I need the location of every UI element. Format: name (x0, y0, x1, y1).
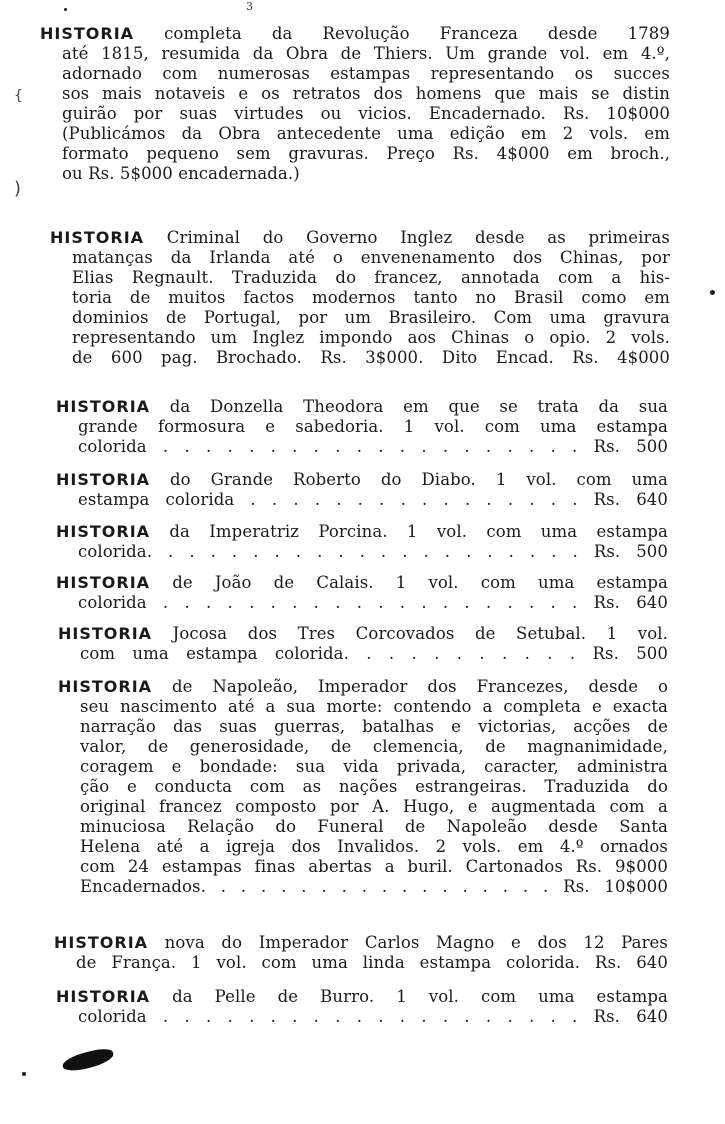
catalog-entry (58, 677, 668, 897)
catalog-entry (54, 933, 668, 973)
catalog-entry (40, 24, 670, 184)
entry-line: formato pequeno sem gravuras. Preço Rs. 4$000 em broch., (62, 144, 670, 163)
entry-first-line (56, 573, 668, 593)
entry-line: nova do Imperador Carlos Magno e dos 12 Pares (164, 933, 668, 952)
entry-first-line (56, 397, 668, 417)
entry-keyword: HISTORIA (58, 624, 153, 643)
entry-line: coragem e bondade: sua vida privada, caracter, administra (80, 757, 668, 776)
entry-line: Criminal do Governo Inglez desde as primeiras (166, 228, 670, 247)
entry-line: original francez composto por A. Hugo, e augmentada com a (80, 797, 668, 816)
entry-line: colorida. . . . . . . . . . . . . . . . . . . . . Rs. 500 (78, 542, 668, 561)
entry-keyword: HISTORIA (50, 228, 145, 247)
entry-line: Helena até a igreja dos Invalidos. 2 vols. em 4.º ornados (80, 837, 668, 856)
entry-line: toria de muitos factos modernos tanto no Brasil como em (72, 288, 670, 307)
entry-line: Jocosa dos Tres Corcovados de Setubal. 1 vol. (172, 624, 668, 643)
entry-line: completa da Revolução Franceza desde 1789 (164, 24, 670, 43)
entry-line: estampa colorida . . . . . . . . . . . . . . . . Rs. 640 (78, 490, 668, 509)
entry-first-line (58, 624, 668, 644)
entry-line: valor, de generosidade, de clemencia, de magnanimidade, (80, 737, 668, 756)
catalog-entry (56, 397, 668, 457)
entry-line: colorida . . . . . . . . . . . . . . . . . . . . Rs. 500 (78, 437, 668, 456)
entry-keyword: HISTORIA (56, 522, 151, 541)
entry-keyword: HISTORIA (58, 677, 153, 696)
catalog-entry (58, 624, 668, 664)
entry-line: Encadernados. . . . . . . . . . . . . . . . . . Rs. 10$000 (80, 877, 668, 896)
entry-line: com uma estampa colorida. . . . . . . . . . . Rs. 500 (80, 644, 668, 663)
ink-smudge (61, 1046, 115, 1074)
entry-line: colorida . . . . . . . . . . . . . . . . . . . . Rs. 640 (78, 1007, 668, 1026)
entry-keyword: HISTORIA (56, 397, 151, 416)
entry-line: sos mais notaveis e os retratos dos homens que mais se distin (62, 84, 670, 103)
entry-line: Elias Regnault. Traduzida do francez, annotada com a his- (72, 268, 670, 287)
entry-first-line (56, 987, 668, 1007)
catalog-entry (56, 987, 668, 1027)
catalog-entry (56, 470, 668, 510)
entry-line: ção e conducta com as nações estrangeiras. Traduzida do (80, 777, 668, 796)
entry-line: guirão por suas virtudes ou vicios. Encadernado. Rs. 10$000 (62, 104, 670, 123)
entry-keyword: HISTORIA (40, 24, 135, 43)
entry-line: de 600 pag. Brochado. Rs. 3$000. Dito Encad. Rs. 4$000 (72, 348, 670, 367)
catalog-entry (50, 228, 670, 368)
entry-line: adornado com numerosas estampas representando os succes (62, 64, 670, 83)
entry-line: com 24 estampas finas abertas a buril. Cartonados Rs. 9$000 (80, 857, 668, 876)
entry-first-line (56, 522, 668, 542)
entry-line: da Pelle de Burro. 1 vol. com uma estampa (172, 987, 668, 1006)
catalog-entry (56, 573, 668, 613)
entry-line: (Publicámos da Obra antecedente uma edição em 2 vols. em (62, 124, 670, 143)
entry-line: de Napoleão, Imperador dos Francezes, desde o (171, 677, 668, 696)
page-number: 3 (246, 0, 253, 13)
entry-first-line (54, 933, 668, 953)
entry-first-line (58, 677, 668, 697)
entry-line: ou Rs. 5$000 encadernada.) (62, 164, 300, 183)
entry-line: seu nascimento até a sua morte: contendo a completa e exacta (80, 697, 668, 716)
entry-keyword: HISTORIA (56, 987, 151, 1006)
entry-line: representando um Inglez impondo aos Chinas o opio. 2 vols. (72, 328, 670, 347)
entry-line: de João de Calais. 1 vol. com uma estampa (172, 573, 668, 592)
entry-first-line (50, 228, 670, 248)
ink-speck (64, 8, 67, 11)
entry-line: grande formosura e sabedoria. 1 vol. com uma estampa (78, 417, 668, 436)
margin-mark: ) (14, 178, 22, 199)
entry-line: narração das suas guerras, batalhas e victorias, acções de (80, 717, 668, 736)
entry-line: minuciosa Relação do Funeral de Napoleão desde Santa (80, 817, 668, 836)
catalog-entry (56, 522, 668, 562)
margin-mark: { (14, 88, 23, 104)
entry-keyword: HISTORIA (56, 470, 151, 489)
entry-line: colorida . . . . . . . . . . . . . . . . . . . . Rs. 640 (78, 593, 668, 612)
ink-speck (710, 290, 715, 295)
ink-speck (22, 1072, 26, 1076)
entry-keyword: HISTORIA (54, 933, 149, 952)
entry-keyword: HISTORIA (56, 573, 151, 592)
entry-line: da Donzella Theodora em que se trata da sua (169, 397, 668, 416)
entry-line: da Imperatriz Porcina. 1 vol. com uma estampa (169, 522, 668, 541)
entry-first-line (56, 470, 668, 490)
entry-line: de França. 1 vol. com uma linda estampa colorida. Rs. 640 (76, 953, 668, 972)
entry-line: até 1815, resumida da Obra de Thiers. Um grande vol. em 4.º, (62, 44, 670, 63)
entry-line: dominios de Portugal, por um Brasileiro. Com uma gravura (72, 308, 670, 327)
entry-line: matanças da Irlanda até o envenenamento dos Chinas, por (72, 248, 670, 267)
entry-first-line (40, 24, 670, 44)
entry-line: do Grande Roberto do Diabo. 1 vol. com uma (170, 470, 668, 489)
